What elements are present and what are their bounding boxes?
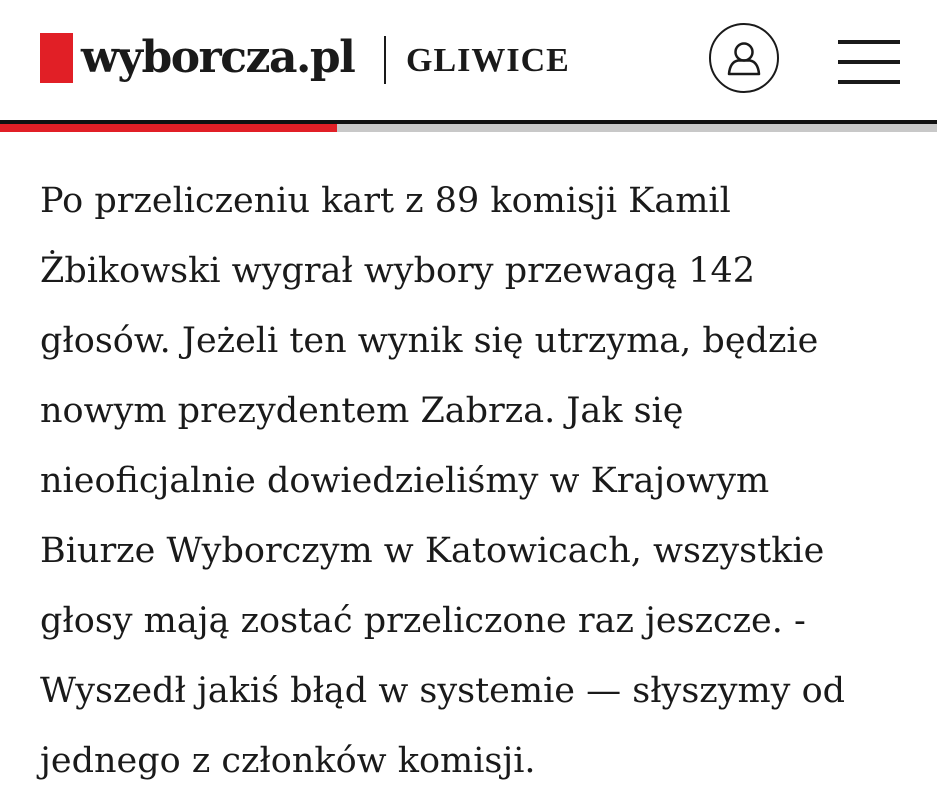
article-line: nieoficjalnie dowiedzieliśmy w Krajowym — [40, 461, 770, 501]
article-line: nowym prezydentem Zabrza. Jak się — [40, 391, 684, 431]
article-line: Biurze Wyborczym w Katowicach, wszystkie — [40, 531, 825, 571]
site-logo[interactable] — [40, 30, 354, 86]
user-account-button[interactable] — [709, 23, 779, 93]
article-line: Wyszedł jakiś błąd w systemie — słyszymy od — [40, 671, 846, 711]
section-divider — [384, 36, 386, 84]
user-icon — [724, 38, 764, 78]
logo-text: wyborcza.pl — [81, 32, 355, 83]
reading-progress-bar — [0, 120, 937, 132]
logo-red-block — [40, 33, 73, 83]
article-line: Żbikowski wygrał wybory przewagą 142 — [40, 251, 756, 291]
article-line: Po przeliczeniu kart z 89 komisji Kamil — [40, 181, 731, 221]
site-header — [0, 0, 937, 120]
article-line: głosów. Jeżeli ten wynik się utrzyma, będzie — [40, 321, 819, 361]
progress-fill — [0, 124, 337, 132]
menu-button[interactable] — [838, 40, 900, 84]
article-line: głosy mają zostać przeliczone raz jeszcze. - — [40, 601, 806, 641]
article-body — [40, 166, 920, 796]
article-paragraph — [40, 166, 920, 796]
section-name[interactable]: GLIWICE — [406, 42, 570, 79]
progress-track — [0, 124, 937, 132]
article-line: jednego z członków komisji. — [40, 741, 536, 781]
